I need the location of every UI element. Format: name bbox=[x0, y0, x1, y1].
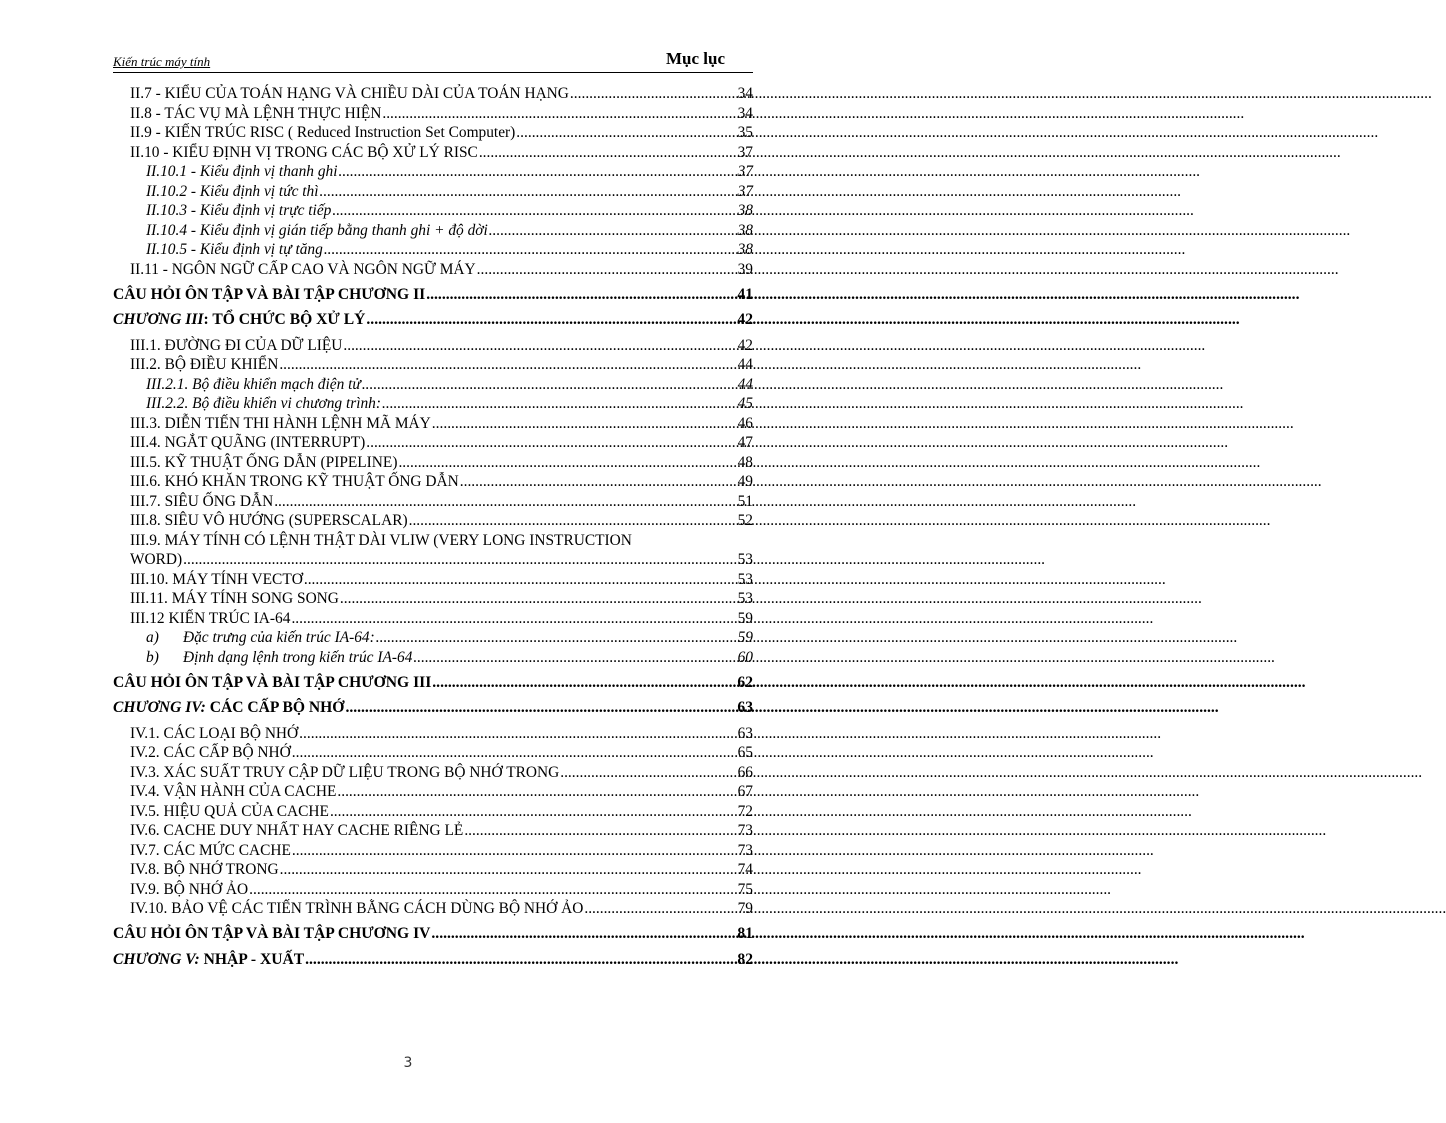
toc-entry[interactable]: III.7. SIÊU ỐNG DẪN ..... 51 bbox=[113, 492, 753, 512]
toc-subentry[interactable]: II.10.3 - Kiểu định vị trực tiếp ..... 38 bbox=[113, 201, 753, 221]
section-title: Mục lục bbox=[665, 49, 725, 68]
toc-chapter[interactable]: CHƯƠNG III: TỔ CHỨC BỘ XỬ LÝ ..... 42 bbox=[113, 310, 753, 330]
toc-entry[interactable]: II.10 - KIỂU ĐỊNH VỊ TRONG CÁC BỘ XỬ LÝ RISC ..... 37 bbox=[113, 143, 753, 163]
toc-entry[interactable]: III.3. DIỄN TIẾN THI HÀNH LỆNH MÃ MÁY ..... 46 bbox=[113, 414, 753, 434]
toc-chapter[interactable]: CHƯƠNG V: NHẬP - XUẤT ..... 82 bbox=[113, 950, 753, 970]
page-number: 3 bbox=[403, 1055, 413, 1071]
toc-entry[interactable]: II.7 - KIỂU CỦA TOÁN HẠNG VÀ CHIỀU DÀI CỦA TOÁN HẠNG ..... 34 bbox=[113, 84, 753, 104]
toc-entry[interactable]: IV.6. CACHE DUY NHẤT HAY CACHE RIÊNG LẺ ..... 73 bbox=[113, 821, 753, 841]
toc-subentry[interactable]: III.2.1. Bộ điều khiển mạch điện tử ..... 44 bbox=[113, 375, 753, 395]
toc-entry[interactable]: III.1. ĐƯỜNG ĐI CỦA DỮ LIỆU ..... 42 bbox=[113, 336, 753, 356]
toc-entry[interactable]: IV.8. BỘ NHỚ TRONG ..... 74 bbox=[113, 860, 753, 880]
toc-entry[interactable]: III.4. NGẮT QUÃNG (INTERRUPT) ..... 47 bbox=[113, 433, 753, 453]
toc-entry[interactable]: IV.10. BẢO VỆ CÁC TIẾN TRÌNH BẰNG CÁCH DÙNG BỘ NHỚ ẢO ..... 79 bbox=[113, 899, 753, 919]
toc-entry[interactable]: III.11. MÁY TÍNH SONG SONG ..... 53 bbox=[113, 589, 753, 609]
toc-subentry[interactable]: II.10.2 - Kiểu định vị tức thì ..... 37 bbox=[113, 182, 753, 202]
toc-entry[interactable]: IV.9. BỘ NHỚ ẢO ..... 75 bbox=[113, 880, 753, 900]
toc-subentry[interactable]: III.2.2. Bộ điều khiển vi chương trình: ..... 45 bbox=[113, 394, 753, 414]
toc-entry[interactable]: IV.4. VẬN HÀNH CỦA CACHE ..... 67 bbox=[113, 782, 753, 802]
toc-entry[interactable]: III.2. BỘ ĐIỀU KHIỂN ..... 44 bbox=[113, 355, 753, 375]
toc-subentry[interactable]: II.10.4 - Kiểu định vị gián tiếp bằng thanh ghi + độ dời ..... 38 bbox=[113, 221, 753, 241]
toc-entry[interactable]: IV.2. CÁC CẤP BỘ NHỚ ..... 65 bbox=[113, 743, 753, 763]
toc-chapter-questions[interactable]: CÂU HỎI ÔN TẬP VÀ BÀI TẬP CHƯƠNG IV ..... 81 bbox=[113, 924, 753, 944]
toc-subentry[interactable]: b) Định dạng lệnh trong kiến trúc IA-64 ..... 60 bbox=[113, 648, 753, 668]
toc-entry[interactable]: II.8 - TÁC VỤ MÀ LỆNH THỰC HIỆN ..... 34 bbox=[113, 104, 753, 124]
toc-subentry[interactable]: II.10.1 - Kiểu định vị thanh ghi ..... 37 bbox=[113, 162, 753, 182]
toc-entry[interactable]: IV.1. CÁC LOẠI BỘ NHỚ ..... 63 bbox=[113, 724, 753, 744]
toc-chapter[interactable]: CHƯƠNG IV: CÁC CẤP BỘ NHỚ ..... 63 bbox=[113, 698, 753, 718]
toc-entry[interactable]: III.12 KIẾN TRÚC IA-64 ..... 59 bbox=[113, 609, 753, 629]
toc-chapter-questions[interactable]: CÂU HỎI ÔN TẬP VÀ BÀI TẬP CHƯƠNG III ..... 62 bbox=[113, 673, 753, 693]
toc-entry[interactable]: III.8. SIÊU VÔ HƯỚNG (SUPERSCALAR) ..... 52 bbox=[113, 511, 753, 531]
toc-subentry[interactable]: a) Đặc trưng của kiến trúc IA-64: ..... 59 bbox=[113, 628, 753, 648]
toc-subentry[interactable]: II.10.5 - Kiểu định vị tự tăng ..... 38 bbox=[113, 240, 753, 260]
toc-entry-continuation[interactable]: WORD) ..... 53 bbox=[113, 550, 753, 570]
toc-entry[interactable]: II.9 - KIẾN TRÚC RISC ( Reduced Instruction Set Computer) ..... 35 bbox=[113, 123, 753, 143]
toc-entry[interactable]: III.10. MÁY TÍNH VECTƠ ..... 53 bbox=[113, 570, 753, 590]
running-title: Kiến trúc máy tính bbox=[113, 54, 211, 69]
toc-entry[interactable]: II.11 - NGÔN NGỮ CẤP CAO VÀ NGÔN NGỮ MÁY ..... 39 bbox=[113, 260, 753, 280]
table-of-contents bbox=[113, 84, 753, 975]
toc-entry[interactable]: IV.5. HIỆU QUẢ CỦA CACHE ..... 72 bbox=[113, 802, 753, 822]
toc-entry-wrapped[interactable]: III.9. MÁY TÍNH CÓ LỆNH THẬT DÀI VLIW (VERY LONG INSTRUCTION bbox=[130, 531, 632, 549]
toc-entry[interactable]: IV.3. XÁC SUẤT TRUY CẬP DỮ LIỆU TRONG BỘ NHỚ TRONG ..... 66 bbox=[113, 763, 753, 783]
toc-chapter-questions[interactable]: CÂU HỎI ÔN TẬP VÀ BÀI TẬP CHƯƠNG II ..... 41 bbox=[113, 285, 753, 305]
page-header bbox=[113, 48, 753, 73]
toc-entry[interactable]: III.6. KHÓ KHĂN TRONG KỸ THUẬT ỐNG DẪN ..... 49 bbox=[113, 472, 753, 492]
toc-entry[interactable]: III.5. KỸ THUẬT ỐNG DẪN (PIPELINE) ..... 48 bbox=[113, 453, 753, 473]
toc-entry[interactable]: IV.7. CÁC MỨC CACHE ..... 73 bbox=[113, 841, 753, 861]
